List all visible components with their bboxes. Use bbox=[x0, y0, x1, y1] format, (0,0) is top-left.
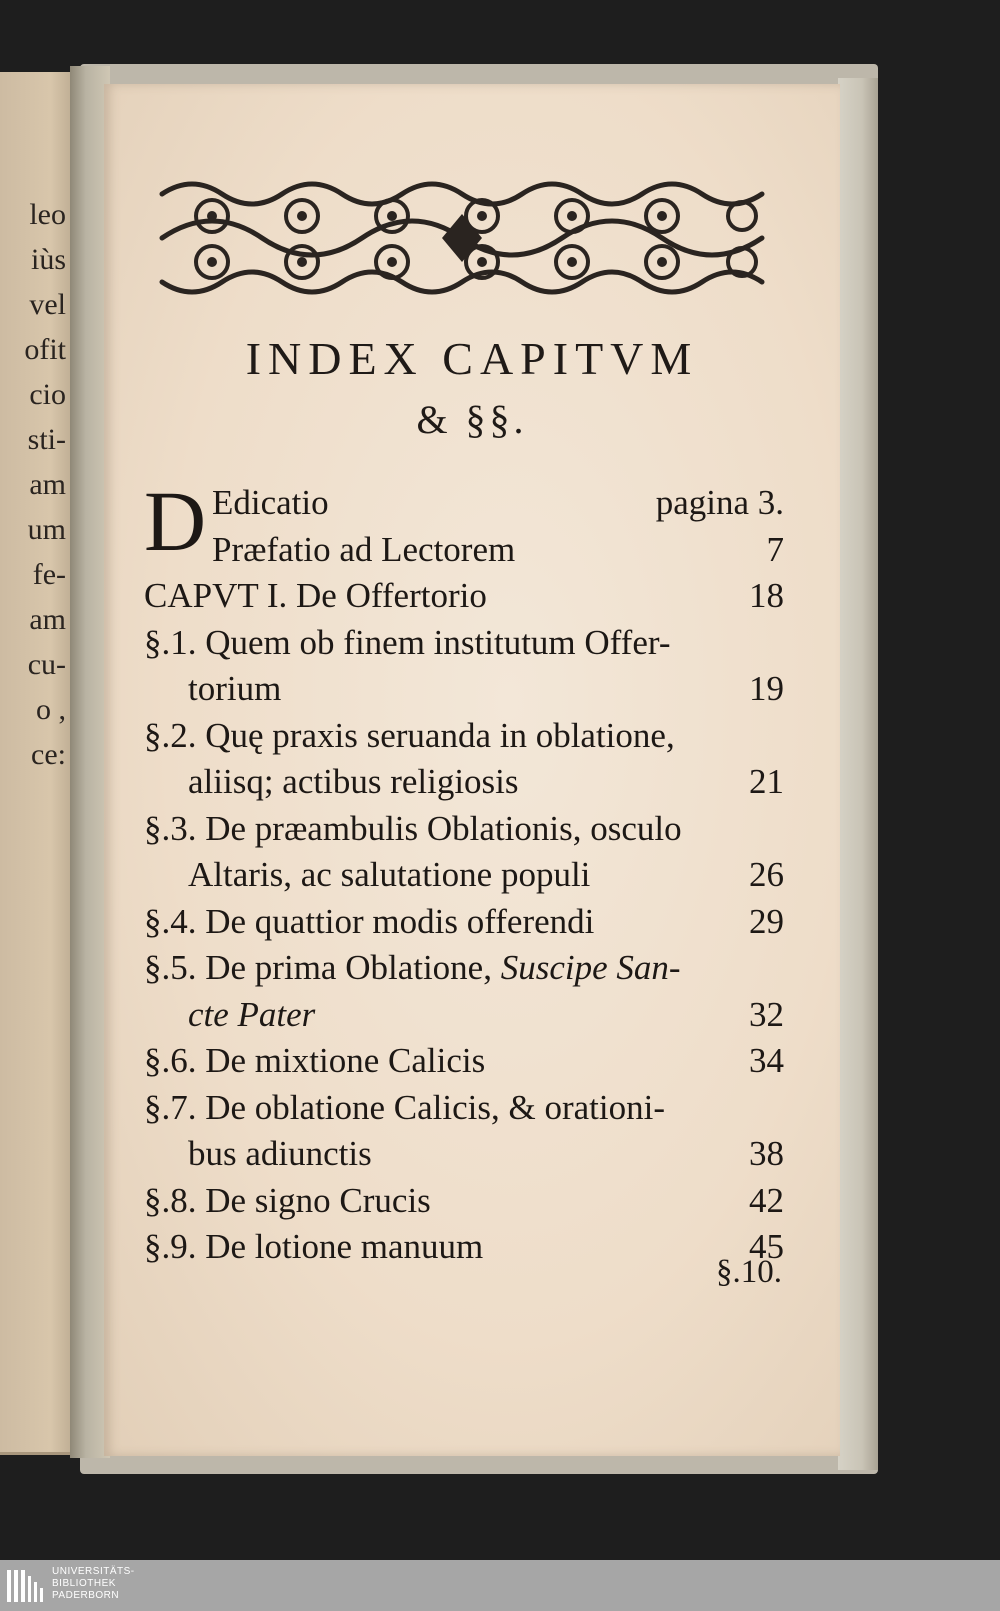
index-entry bbox=[144, 527, 784, 574]
entry-text bbox=[144, 806, 682, 852]
left-page-text-fragment: leo bbox=[29, 198, 66, 231]
entry-page-number: 32 bbox=[749, 994, 784, 1034]
entry-title: Edicatio bbox=[212, 483, 329, 522]
left-page-text-fragment: o , bbox=[36, 693, 66, 726]
entry-text bbox=[144, 1224, 483, 1270]
entry-page-number: 21 bbox=[749, 762, 784, 801]
entry-text bbox=[188, 1131, 372, 1177]
index-entry bbox=[144, 992, 784, 1039]
entry-italic-text: Suscipe San- bbox=[500, 948, 681, 987]
left-page-text-fragment: cu- bbox=[27, 648, 66, 681]
left-page-text-fragment: sti- bbox=[27, 423, 66, 456]
left-page-text-fragment: am bbox=[29, 603, 66, 636]
entry-title: CAPVT I. De Offertorio bbox=[144, 576, 487, 615]
logo-line: PADERBORN bbox=[52, 1590, 120, 1601]
entry-text bbox=[144, 1085, 665, 1131]
index-entry bbox=[144, 852, 784, 899]
entry-title: §.6. De mixtione Calicis bbox=[144, 1041, 486, 1080]
entry-text bbox=[188, 852, 590, 898]
entry-page-number: 29 bbox=[749, 901, 784, 941]
entry-text bbox=[144, 945, 681, 991]
index-entry bbox=[144, 945, 784, 992]
entry-text bbox=[188, 992, 315, 1038]
entry-page-number: 19 bbox=[749, 669, 784, 708]
entry-text bbox=[144, 713, 675, 759]
entry-page-number: 42 bbox=[749, 1180, 784, 1220]
index-entry bbox=[144, 806, 784, 853]
entry-page-number: pagina 3. bbox=[655, 483, 784, 522]
entry-page-number: 38 bbox=[749, 1134, 784, 1173]
index-entry bbox=[144, 899, 784, 946]
book-page bbox=[104, 84, 840, 1456]
entry-title: §.9. De lotione manuum bbox=[144, 1227, 484, 1266]
entry-title: §.5. De prima Oblatione, bbox=[144, 948, 501, 987]
entry-title: §.2. Quę praxis seruanda in oblatione, bbox=[144, 715, 675, 755]
left-page-edge bbox=[0, 72, 72, 1455]
library-logo-icon bbox=[6, 1568, 46, 1604]
entry-title: bus adiunctis bbox=[188, 1134, 372, 1173]
entry-page-number: 7 bbox=[766, 529, 784, 569]
entry-title: Præfatio ad Lectorem bbox=[212, 529, 516, 569]
index-entry bbox=[144, 573, 784, 620]
logo-line: UNIVERSITÄTS- bbox=[52, 1566, 135, 1577]
entry-title: Altaris, ac salutatione populi bbox=[188, 855, 591, 894]
left-page-text-fragment: vel bbox=[29, 288, 66, 321]
entry-title: §.1. Quem ob finem institutum Offer- bbox=[144, 622, 671, 662]
entry-text bbox=[144, 573, 487, 619]
index-entry bbox=[144, 666, 784, 713]
index-entry bbox=[144, 620, 784, 667]
entry-page-number: 34 bbox=[749, 1041, 784, 1080]
entry-text bbox=[188, 666, 281, 712]
left-page-text-fragment: ofit bbox=[24, 333, 66, 366]
entry-text bbox=[144, 899, 594, 945]
index-entry bbox=[144, 759, 784, 806]
entry-italic-text: cte Pater bbox=[188, 994, 316, 1034]
cover-edge bbox=[838, 78, 878, 1470]
index-entries bbox=[144, 473, 784, 1271]
entry-title: §.8. De signo Crucis bbox=[144, 1180, 431, 1220]
entry-text bbox=[144, 620, 671, 666]
entry-page-number: 45 bbox=[749, 1227, 784, 1266]
index-entry bbox=[144, 1131, 784, 1178]
left-page-text-fragment: cio bbox=[29, 378, 66, 411]
catchword: §.10. bbox=[716, 1254, 782, 1290]
index-entry bbox=[144, 1224, 784, 1271]
index-title: INDEX CAPITVM bbox=[245, 333, 699, 384]
entry-title: §.4. De quattior modis offerendi bbox=[144, 901, 595, 941]
drop-cap: D bbox=[144, 473, 207, 569]
left-page-text-fragment: am bbox=[29, 468, 66, 501]
library-logo-text bbox=[52, 1566, 135, 1602]
entry-text bbox=[144, 1038, 485, 1084]
index-entry bbox=[144, 1085, 784, 1132]
entry-title: aliisq; actibus religiosis bbox=[188, 762, 519, 801]
index-entry bbox=[144, 1178, 784, 1225]
index-subtitle: & §§. bbox=[416, 397, 528, 442]
entry-title: §.3. De præambulis Oblationis, osculo bbox=[144, 808, 682, 848]
entry-page-number: 26 bbox=[749, 855, 784, 894]
logo-line: BIBLIOTHEK bbox=[52, 1578, 116, 1589]
entry-text bbox=[212, 480, 329, 526]
left-page-text-fragment: fe- bbox=[32, 558, 66, 591]
index-entry bbox=[144, 713, 784, 760]
left-page-text-fragment: iùs bbox=[30, 243, 66, 276]
entry-title: torium bbox=[188, 669, 282, 708]
entry-title: §.7. De oblatione Calicis, & orationi- bbox=[144, 1087, 666, 1127]
entry-text bbox=[188, 759, 519, 805]
entry-text bbox=[212, 527, 515, 573]
left-page-text-fragment: um bbox=[27, 513, 66, 546]
library-footer bbox=[0, 1560, 1000, 1611]
ornament-headpiece bbox=[152, 174, 772, 302]
left-page-text-fragment: ce: bbox=[31, 738, 66, 771]
entry-text bbox=[144, 1178, 431, 1224]
entry-page-number: 18 bbox=[749, 576, 784, 615]
index-entry bbox=[144, 1038, 784, 1085]
